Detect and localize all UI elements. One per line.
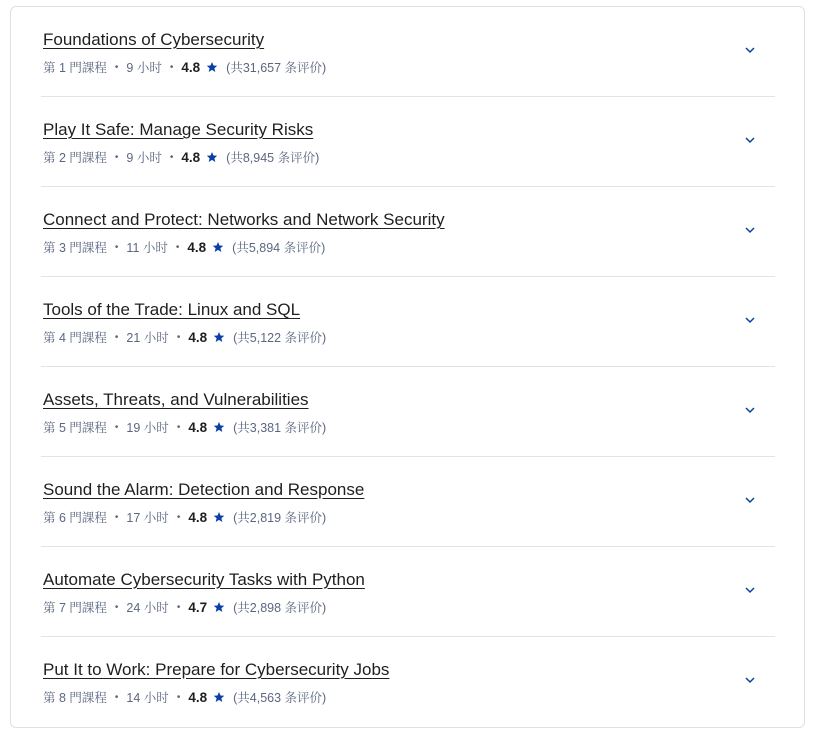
chevron-down-icon[interactable] [743,673,757,687]
course-meta [43,238,325,256]
course-item[interactable] [41,7,775,97]
course-meta [43,688,326,706]
course-item[interactable] [41,97,775,187]
course-list-panel [10,6,805,728]
separator-dot: • [114,601,119,613]
course-rating: 4.8 [188,689,208,705]
course-rating: 4.8 [187,239,207,255]
separator-dot: • [176,421,181,433]
course-rating: 4.8 [181,149,201,165]
separator-dot: • [169,151,174,163]
course-number: 第 8 門課程 [43,691,107,705]
course-rating: 4.8 [188,509,208,525]
course-duration: 21 小时 [126,331,169,345]
course-meta [43,58,326,76]
course-item[interactable] [41,457,775,547]
star-icon [212,241,224,253]
course-title-link[interactable]: Sound the Alarm: Detection and Response [43,480,365,499]
course-rating: 4.7 [188,599,208,615]
course-duration: 17 小时 [126,511,169,525]
course-duration: 9 小时 [126,151,162,165]
separator-dot: • [175,241,180,253]
star-icon [213,511,225,523]
separator-dot: • [114,331,119,343]
star-icon [213,601,225,613]
chevron-down-icon[interactable] [743,583,757,597]
course-meta [43,418,326,436]
separator-dot: • [114,691,119,703]
chevron-down-icon[interactable] [743,223,757,237]
course-item[interactable] [41,637,775,727]
course-title-link[interactable]: Automate Cybersecurity Tasks with Python [43,570,365,589]
chevron-down-icon[interactable] [743,493,757,507]
course-review-count: (共8,945 条评价) [226,151,320,165]
separator-dot: • [114,241,119,253]
course-review-count: (共2,898 条评价) [233,601,327,615]
star-icon [206,61,218,73]
course-review-count: (共5,122 条评价) [233,331,327,345]
course-duration: 11 小时 [126,241,168,255]
course-review-count: (共4,563 条评价) [233,691,327,705]
separator-dot: • [114,511,119,523]
course-number: 第 2 門課程 [43,151,107,165]
course-number: 第 3 門課程 [43,241,107,255]
separator-dot: • [176,511,181,523]
course-title-link[interactable]: Tools of the Trade: Linux and SQL [43,300,301,319]
separator-dot: • [176,601,181,613]
course-title-link[interactable]: Assets, Threats, and Vulnerabilities [43,390,309,409]
course-review-count: (共31,657 条评价) [226,61,327,75]
star-icon [213,331,225,343]
course-number: 第 4 門課程 [43,331,107,345]
chevron-down-icon[interactable] [743,133,757,147]
course-number: 第 1 門課程 [43,61,107,75]
separator-dot: • [176,691,181,703]
course-title-link[interactable]: Play It Safe: Manage Security Risks [43,120,314,139]
course-meta [43,148,319,166]
star-icon [213,421,225,433]
star-icon [213,691,225,703]
course-title-link[interactable]: Foundations of Cybersecurity [43,30,265,49]
course-item[interactable] [41,187,775,277]
chevron-down-icon[interactable] [743,403,757,417]
course-duration: 24 小时 [126,601,169,615]
separator-dot: • [169,61,174,73]
course-review-count: (共5,894 条评价) [232,241,326,255]
course-meta [43,328,326,346]
chevron-down-icon[interactable] [743,313,757,327]
course-duration: 9 小时 [126,61,162,75]
course-rating: 4.8 [188,419,208,435]
course-review-count: (共2,819 条评价) [233,511,327,525]
course-rating: 4.8 [181,59,201,75]
star-icon [206,151,218,163]
course-duration: 19 小时 [126,421,169,435]
chevron-down-icon[interactable] [743,43,757,57]
course-meta [43,598,326,616]
course-rating: 4.8 [188,329,208,345]
course-title-link[interactable]: Put It to Work: Prepare for Cybersecurity Jobs [43,660,390,679]
course-number: 第 5 門課程 [43,421,107,435]
separator-dot: • [114,151,119,163]
course-meta [43,508,326,526]
separator-dot: • [176,331,181,343]
course-item[interactable] [41,547,775,637]
course-number: 第 6 門課程 [43,511,107,525]
separator-dot: • [114,421,119,433]
course-duration: 14 小时 [126,691,169,705]
course-item[interactable] [41,367,775,457]
course-number: 第 7 門課程 [43,601,107,615]
separator-dot: • [114,61,119,73]
course-item[interactable] [41,277,775,367]
course-review-count: (共3,381 条评价) [233,421,327,435]
course-title-link[interactable]: Connect and Protect: Networks and Network Security [43,210,445,229]
